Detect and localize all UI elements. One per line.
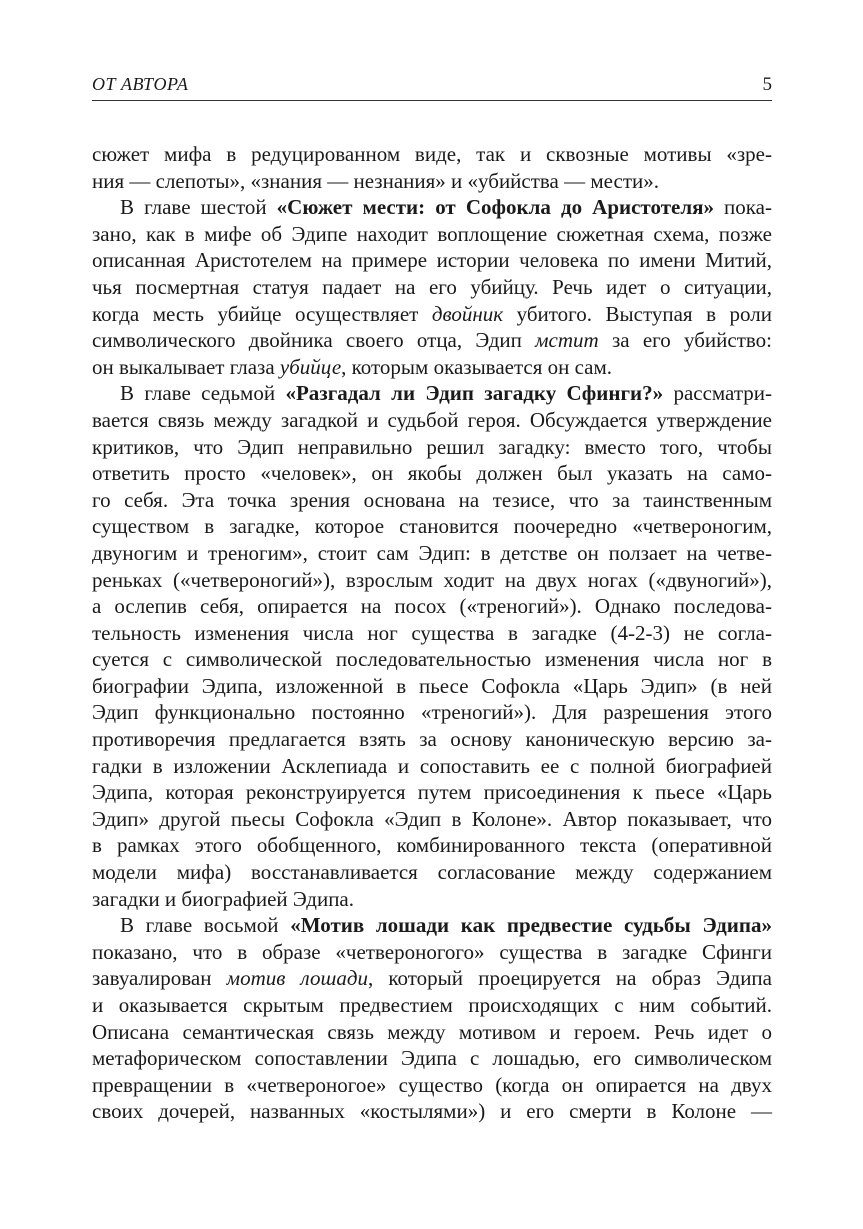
text-line: своих дочерей, названных «костылями») и его смерти в Колоне — <box>92 1099 772 1124</box>
text-line: Эдип» другой пьесы Софокла «Эдип в Колоне». Автор показывает, что <box>92 806 772 831</box>
text-line: метафорическом сопоставлении Эдипа с лошадью, его символическом <box>92 1046 772 1071</box>
text-line: превращении в «четвероногое» существо (когда он опирается на двух <box>92 1072 772 1097</box>
text-line: показано, что в образе «четвероногого» существа в загадке Сфинги <box>92 939 772 964</box>
text-line: модели мифа) восстанавливается согласование между содержанием <box>92 860 772 885</box>
body-text <box>92 141 772 1125</box>
emphasis: мстит <box>535 328 599 353</box>
text-line: критиков, что Эдип неправильно решил загадку: вместо того, чтобы <box>92 434 772 459</box>
text-line: гадки в изложении Асклепиада и сопоставить ее с полной биографией <box>92 753 772 778</box>
text-line: символического двойника своего отца, Эдип мстит за его убийство: <box>92 328 772 353</box>
text-line: суется с символической последовательностью изменения числа ног в <box>92 647 772 672</box>
text-line: сюжет мифа в редуцированном виде, так и сквозные мотивы «зре- <box>92 142 772 166</box>
chapter-6-title: «Сюжет мести: от Софокла до Аристотеля» <box>276 195 714 220</box>
text-line: завуалирован мотив лошади, который проецируется на образ Эдипа <box>92 966 772 991</box>
emphasis: убийце <box>279 354 342 379</box>
text-line: го себя. Эта точка зрения основана на тезисе, что за таинственным <box>92 487 772 512</box>
emphasis: двойник <box>431 301 504 326</box>
emphasis: мотив лошади <box>226 966 368 991</box>
text-line: а ослепив себя, опирается на посох («треногий»). Однако последова- <box>92 594 772 619</box>
running-title: ОТ АВТОРА <box>92 74 189 94</box>
text-line: описанная Аристотелем на примере истории человека по имени Митий, <box>92 248 772 273</box>
running-head <box>92 74 772 101</box>
page-number: 5 <box>762 74 772 95</box>
chapter-7-paragraph-start: В главе седьмой «Разгадал ли Эдип загадку Сфинги?» рассматри- <box>120 381 772 406</box>
text-line: он выкалывает глаза убийце, которым оказывается он сам. <box>92 354 613 379</box>
text-line: в рамках этого обобщенного, комбинированного текста (оперативной <box>92 833 772 858</box>
text-line: Эдипа, которая реконструируется путем присоединения к пьесе «Царь <box>92 780 772 805</box>
text-line: биографии Эдипа, изложенной в пьесе Софокла «Царь Эдип» (в ней <box>92 673 772 698</box>
text-line: Описана семантическая связь между мотивом и героем. Речь идет о <box>92 1019 772 1044</box>
text-line: и оказывается скрытым предвестием происходящих с ним событий. <box>92 993 772 1017</box>
text-line: существом в загадке, которое становится поочередно «четвероногим, <box>92 514 772 539</box>
text-line: вается связь между загадкой и судьбой героя. Обсуждается утверждение <box>92 407 772 432</box>
text-line: зано, как в мифе об Эдипе находит воплощение сюжетная схема, позже <box>92 221 772 246</box>
text-line: загадки и биографией Эдипа. <box>92 886 354 911</box>
chapter-6-paragraph-start: В главе шестой «Сюжет мести: от Софокла до Аристотеля» пока- <box>120 195 772 220</box>
chapter-8-paragraph-start: В главе восьмой «Мотив лошади как предвестие судьбы Эдипа» <box>120 913 772 938</box>
text-line: Эдип функционально постоянно «треногий»). Для разрешения этого <box>92 700 772 725</box>
text-line: ния — слепоты», «знания — незнания» и «убийства — мести». <box>92 168 659 193</box>
text-line: реньках («четвероногий»), взрослым ходит на двух ногах («двуногий»), <box>92 567 772 592</box>
chapter-7-title: «Разгадал ли Эдип загадку Сфинги?» <box>285 381 664 406</box>
text-line: когда месть убийце осуществляет двойник убитого. Выступая в роли <box>92 301 772 326</box>
text-line: двуногим и треногим», стоит сам Эдип: в детстве он ползает на четве- <box>92 540 772 565</box>
chapter-8-title: «Мотив лошади как предвестие судьбы Эдипа» <box>290 913 772 938</box>
text-line: чья посмертная статуя падает на его убийцу. Речь идет о ситуации, <box>92 274 772 299</box>
text-line: противоречия предлагается взять за основу каноническую версию за- <box>92 727 772 752</box>
text-line: тельность изменения числа ног существа в загадке (4-2-3) не согла- <box>92 620 772 645</box>
text-line: ответить просто «человек», он якобы должен был указать на само- <box>92 461 772 486</box>
